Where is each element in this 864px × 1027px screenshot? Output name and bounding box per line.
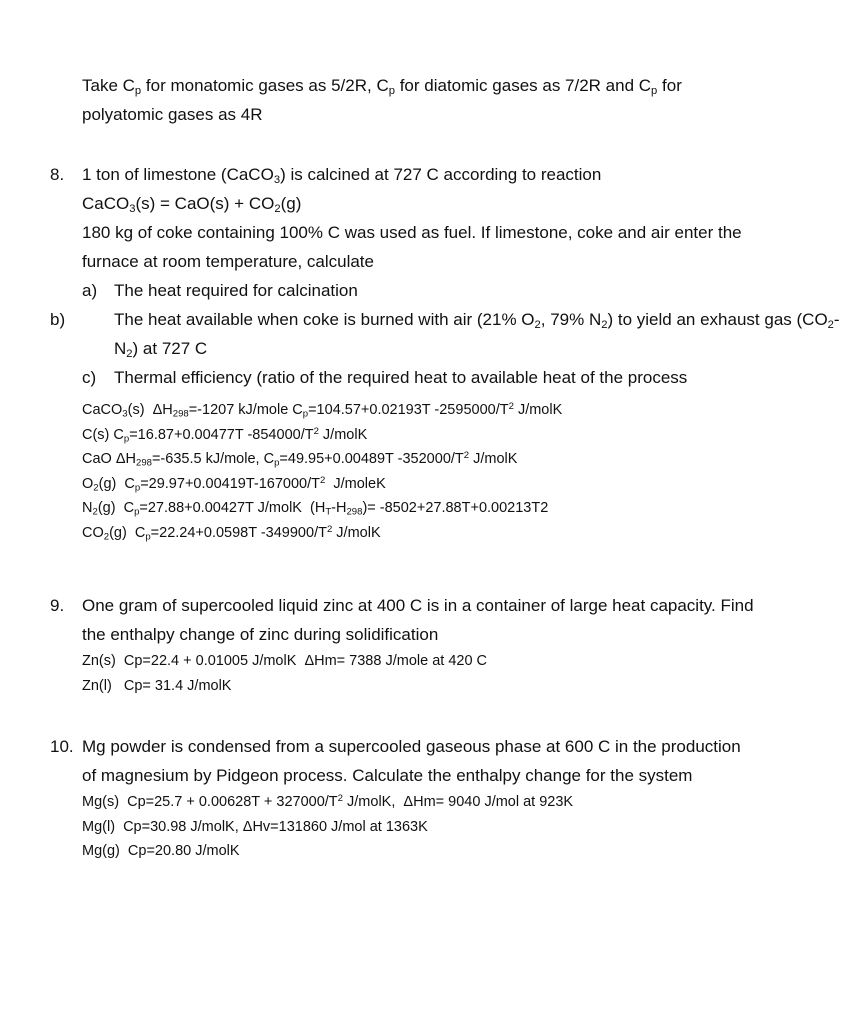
problem-9-line-2: the enthalpy change of zinc during solidification bbox=[82, 625, 439, 644]
data-caco3: CaCO$_3$(s) $\Delta H_{298}=-1207$ kJ/mole $C_p=104.57+0.02193T$ $-2595000/T^2$ J/molK bbox=[82, 400, 563, 420]
problem-10-text bbox=[82, 732, 842, 790]
data-mg-liquid: Mg(l) Cp=30.98 J/molK, ΔHv=131860 J/mol at 1363K bbox=[82, 818, 428, 835]
data-zn-liquid: Zn(l) Cp= 31.4 J/molK bbox=[82, 677, 232, 694]
problem-10-number: 10. bbox=[50, 737, 74, 756]
problem-8-line-4: furnace at room temperature, calculate bbox=[82, 252, 374, 271]
problem-9-data bbox=[82, 649, 487, 698]
data-n2: $N_2(g)$ $C_p=27.88+0.00427T$ J/molK $(H_T-H_{298})= -8502+27.88T+0.00213T2$ bbox=[82, 500, 549, 518]
problem-9-text bbox=[82, 591, 842, 649]
problem-8-item-b: b) The heat available when coke is burned with air (21% $O_2$, 79% $N_2$) to yield an exhaust gas $(CO_2-N_2)$ at 727 C bbox=[50, 310, 840, 360]
problem-9-line-1: One gram of supercooled liquid zinc at 400 C is in a container of large heat capacity. Find bbox=[82, 596, 754, 615]
data-mg-solid: Mg(s) $Cp=25.7 + 0.00628T + 327000/T^2$ J/molK, ΔHm= 9040 J/mol at 923K bbox=[82, 792, 574, 810]
problem-10-line-1: Mg powder is condensed from a supercooled gaseous phase at 600 C in the production bbox=[82, 737, 741, 756]
data-cao: CaO $\Delta H_{298}=-635.5$ kJ/mole, $C_p=49.95+0.00489T$ $-352000/T^2$ J/molK bbox=[82, 449, 518, 469]
data-co2: $CO_2(g)$ $C_p=22.24+0.0598T$ $-349900/T^2$ J/molK bbox=[82, 523, 381, 542]
intro-line-1: Take $C_p$ for monatomic gases as 5/2R, $C_p$ for diatomic gases as 7/2R and $C_p$ for bbox=[82, 76, 682, 97]
problem-8-item-a: a) The heat required for calcination bbox=[82, 281, 358, 300]
intro-paragraph bbox=[82, 71, 842, 129]
data-zn-solid: Zn(s) Cp=22.4 + 0.01005 J/molK ΔHm= 7388 J/mole at 420 C bbox=[82, 653, 488, 669]
problem-8-text bbox=[50, 160, 842, 392]
data-o2: $O_2(g)$ $C_p=29.97+0.00419T-167000/T^2$ J/moleK bbox=[82, 474, 386, 493]
problem-8-line-1: 1 ton of limestone (CaCO$_3$) is calcined at 727 C according to reaction bbox=[82, 165, 602, 186]
problem-8-number: 8. bbox=[50, 165, 65, 184]
data-mg-gas: Mg(g) Cp=20.80 J/molK bbox=[82, 843, 240, 859]
problem-8-reaction: CaCO$_3$(s) = $CaO(s) + CO_2(g)$ bbox=[82, 194, 302, 215]
problem-8-data bbox=[82, 398, 562, 545]
problem-10-data bbox=[82, 790, 573, 864]
problem-8-item-c: c) Thermal efficiency (ratio of the required heat to available heat of the process bbox=[82, 368, 688, 387]
intro-line-2: polyatomic gases as 4R bbox=[82, 105, 263, 124]
data-carbon: C(s) $C_p=16.87+0.00477T$ $-854000/T^2$ J/molK bbox=[82, 425, 368, 444]
problem-8-line-3: 180 kg of coke containing 100% C was used as fuel. If limestone, coke and air enter the bbox=[82, 223, 742, 242]
problem-9-number: 9. bbox=[50, 596, 65, 615]
problem-10-line-2: of magnesium by Pidgeon process. Calculate the enthalpy change for the system bbox=[82, 766, 693, 785]
